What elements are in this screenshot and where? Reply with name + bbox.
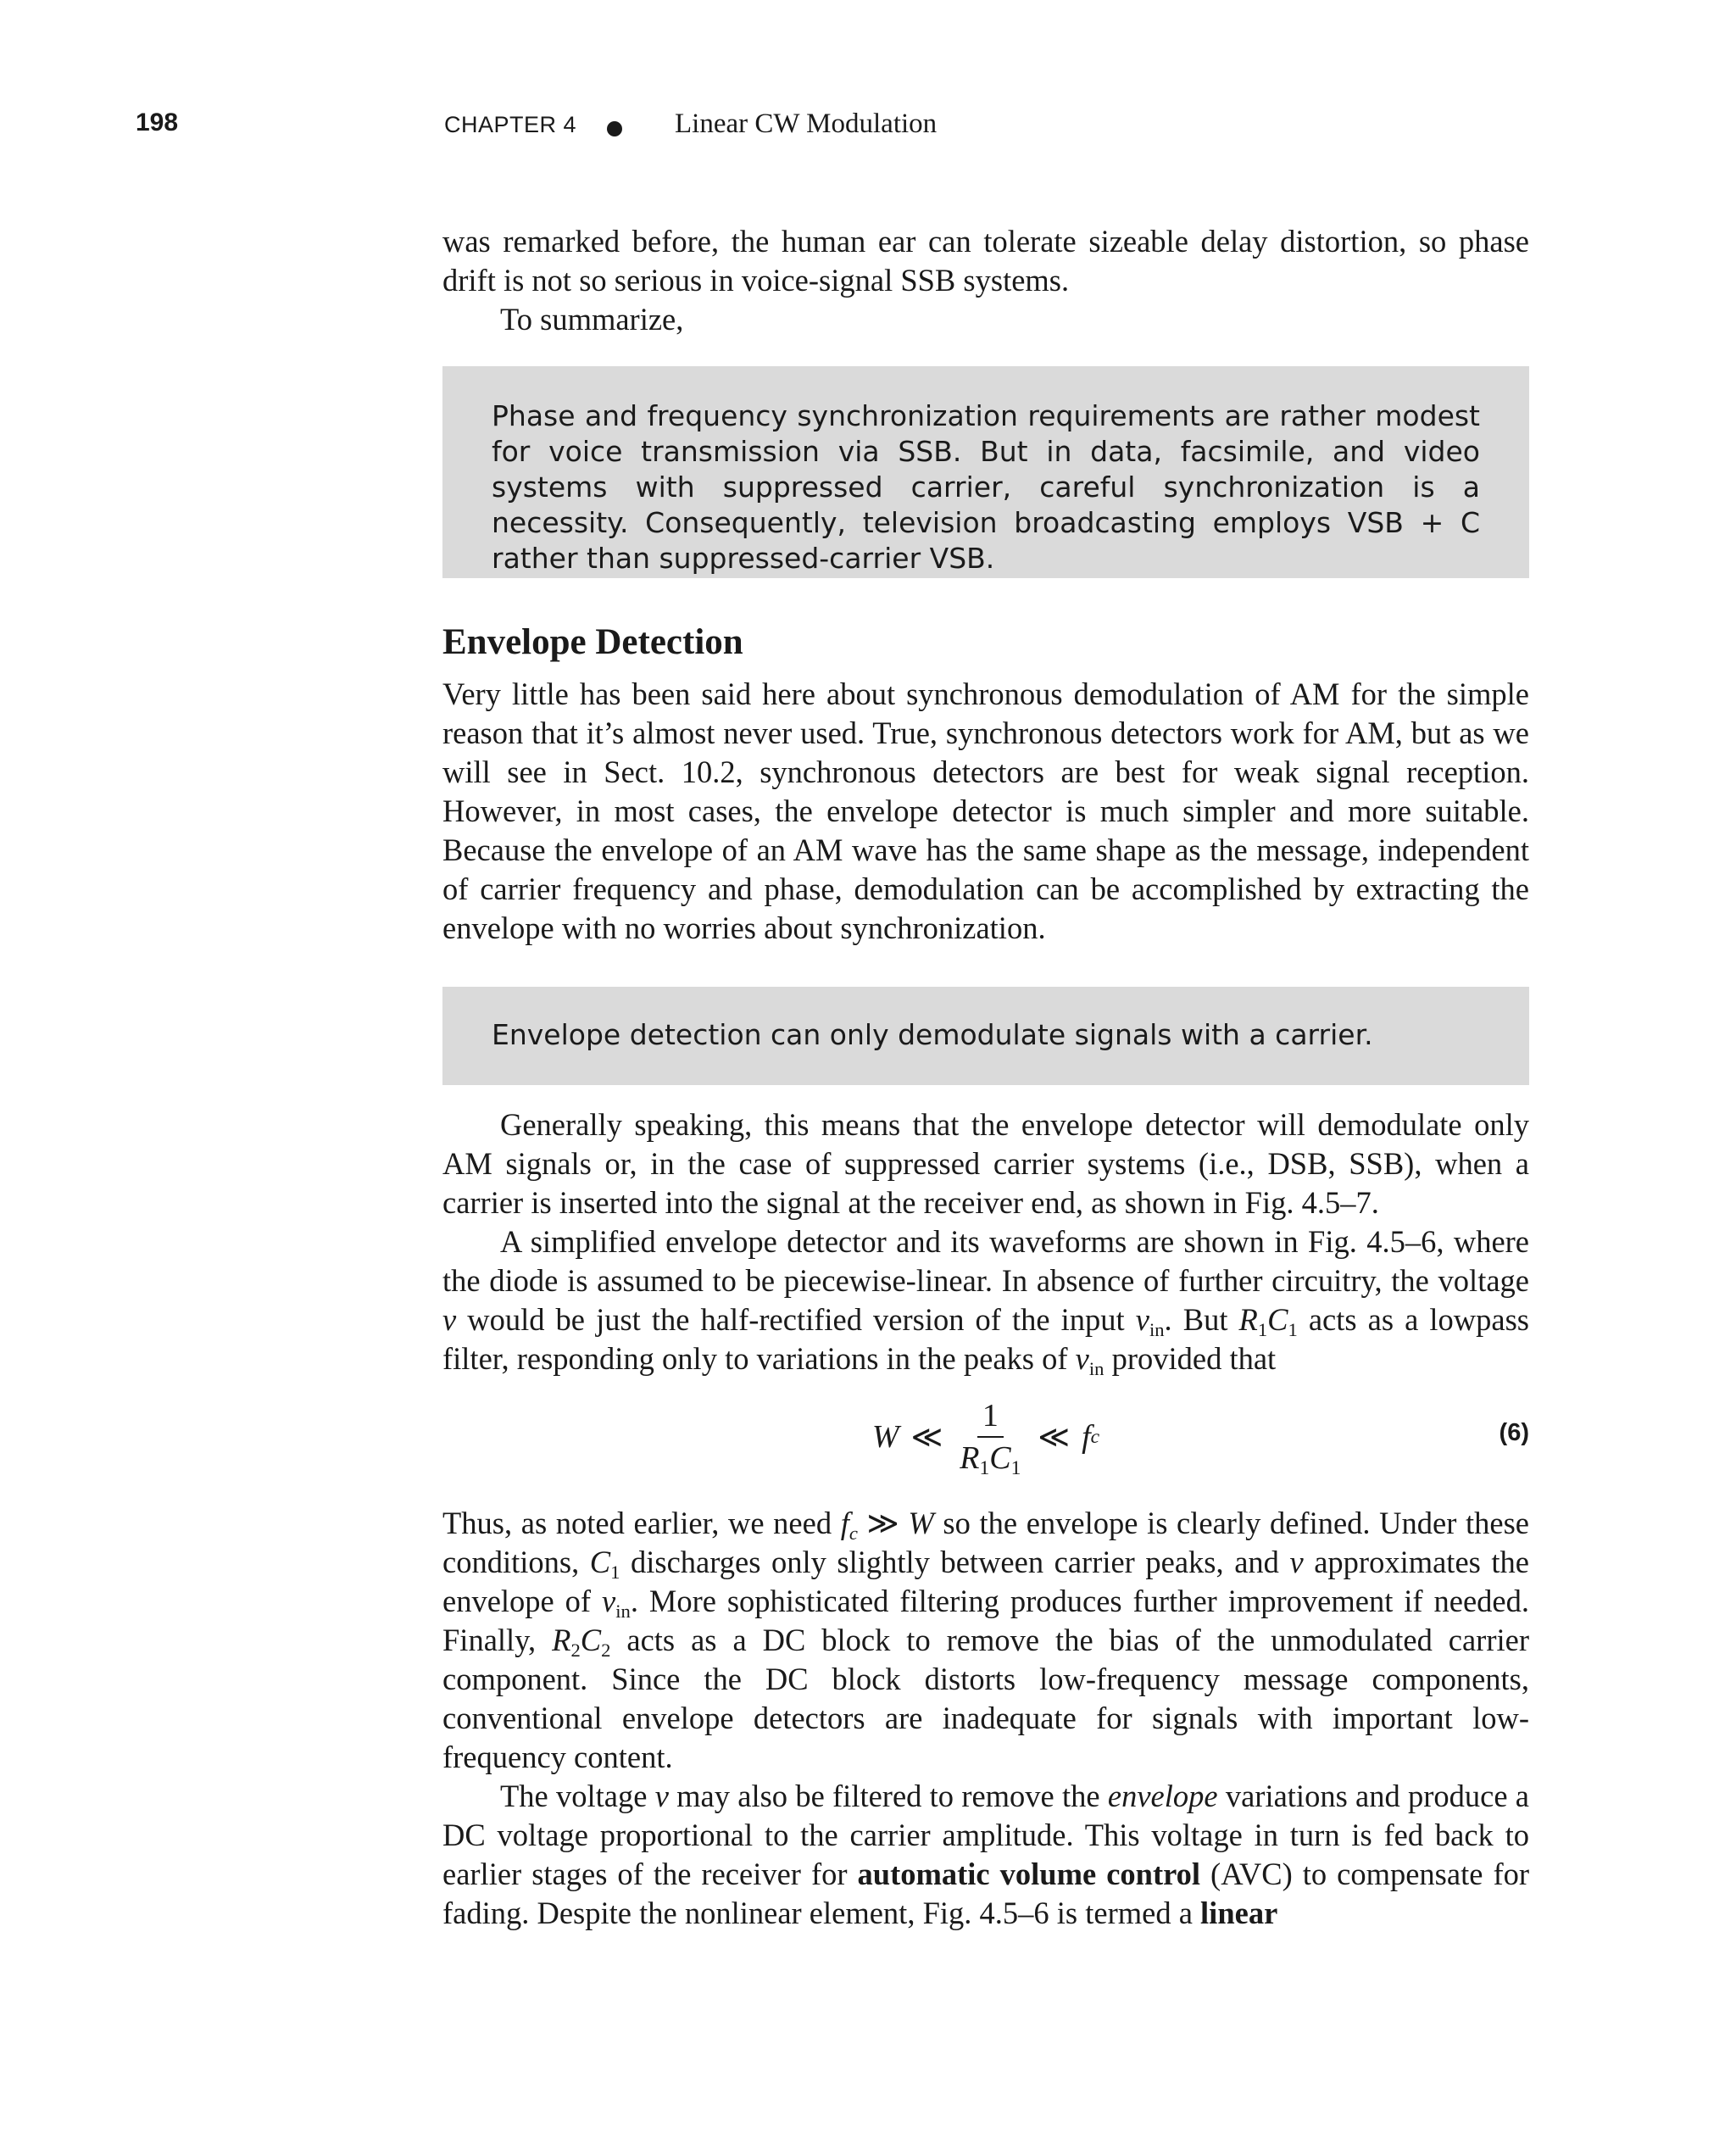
text-run: provided that — [1104, 1341, 1277, 1376]
term-linear: linear — [1200, 1896, 1278, 1930]
summarize-line: To summarize, — [500, 302, 684, 337]
eq-c: C — [989, 1440, 1011, 1476]
math-c: C — [580, 1623, 602, 1657]
paragraph-thus — [442, 1504, 1529, 1777]
text-run: may also be filtered to remove the — [668, 1779, 1108, 1813]
text-run: approximates the envelope of — [442, 1545, 1529, 1618]
text-run: discharges only slightly between carrier peaks, and — [620, 1545, 1290, 1579]
text-run: . More sophisticated filtering produces further improvement if needed. Finally, — [442, 1584, 1529, 1657]
page-header — [0, 109, 1736, 151]
math-v: v — [442, 1302, 457, 1337]
equation-number: (6) — [1499, 1419, 1529, 1446]
term-avc: automatic volume control — [857, 1857, 1201, 1891]
equation-body: W ≪ $\frac{1}{R_1C_1}$ ≪ f c — [871, 1398, 1100, 1480]
eq-f: f — [1082, 1419, 1091, 1455]
math-c: C — [1267, 1302, 1288, 1337]
text-run: The voltage — [500, 1779, 655, 1813]
text-run: A simplified envelope detector and its waveforms are shown in Fig. 4.5–6, where the diode is assumed to be piecewise-linear. In absence of further circuitry, the voltage — [442, 1224, 1529, 1298]
math-subscript: in — [1088, 1357, 1104, 1379]
page-content — [442, 222, 1529, 1933]
math-v: v — [1289, 1545, 1304, 1579]
summary-box — [442, 366, 1529, 578]
math-subscript: 1 — [1257, 1318, 1268, 1340]
emphasis-envelope: envelope — [1107, 1779, 1218, 1813]
chapter-title: Linear CW Modulation — [675, 109, 938, 139]
math-subscript: 1 — [610, 1561, 620, 1583]
math-much-greater-than: ≫ — [857, 1506, 909, 1540]
math-subscript: 1 — [1010, 1457, 1021, 1480]
bullet-icon — [607, 121, 622, 136]
key-point-text: Envelope detection can only demodulate signals with a carrier. — [492, 1018, 1373, 1051]
text-run: acts as a DC block to remove the bias of the unmodulated carrier component. Since the DC block distorts low-frequency message components, conventional envelope detectors are inadequate for signals with important low-frequency content. — [442, 1623, 1529, 1774]
text-run: acts as a lowpass filter, responding only to variations in the peaks of — [442, 1302, 1529, 1376]
math-v: v — [602, 1584, 616, 1618]
math-w: W — [908, 1506, 934, 1540]
text-run: would be just the half-rectified version of the input — [456, 1302, 1136, 1337]
math-v: v — [1075, 1341, 1089, 1376]
math-subscript: 2 — [570, 1639, 581, 1661]
eq-denominator — [954, 1438, 1026, 1480]
page-number: 198 — [136, 109, 179, 136]
math-v: v — [654, 1779, 669, 1813]
section-heading: Envelope Detection — [442, 622, 743, 662]
math-subscript: in — [1149, 1318, 1165, 1340]
math-subscript: in — [615, 1600, 631, 1622]
math-r: R — [552, 1623, 571, 1657]
equation-6 — [442, 1387, 1529, 1487]
math-subscript: 1 — [979, 1457, 990, 1480]
eq-much-less-than: ≪ — [1038, 1420, 1071, 1454]
math-subscript: 1 — [1288, 1318, 1298, 1340]
paragraph-voltage — [442, 1777, 1529, 1933]
text-run: variations and produce a DC voltage proportional to the carrier amplitude. This voltage in turn is fed back to earlier stages of the receiver for — [442, 1779, 1529, 1891]
math-subscript: c — [849, 1522, 858, 1544]
math-c: C — [589, 1545, 611, 1579]
math-f: f — [840, 1506, 849, 1540]
summary-box-text: Phase and frequency synchronization requirements are rather modest for voice transmission via SSB. But in data, facsimile, and video systems with suppressed carrier, careful synchronization is a necessity. Consequently, television broadcasting employs VSB + C rather than suppressed-carrier VSB. — [492, 399, 1480, 575]
eq-w: W — [871, 1419, 899, 1455]
text-run: (AVC) to compensate for fading. Despite the nonlinear element, Fig. 4.5–6 is termed a — [442, 1857, 1529, 1930]
key-point-box — [442, 987, 1529, 1085]
eq-much-less-than: ≪ — [910, 1420, 943, 1454]
chapter-label: CHAPTER 4 — [444, 112, 577, 137]
text-run: . But — [1164, 1302, 1239, 1337]
math-subscript: 2 — [601, 1639, 611, 1661]
text-run: so the envelope is clearly defined. Under these conditions, — [442, 1506, 1529, 1579]
math-v: v — [1135, 1302, 1149, 1337]
intro-paragraph: was remarked before, the human ear can tolerate sizeable delay distortion, so phase drift is not so serious in voice-signal SSB systems. — [442, 224, 1529, 298]
text-run: Thus, as noted earlier, we need — [442, 1506, 841, 1540]
math-r: R — [1238, 1302, 1258, 1337]
eq-r: R — [960, 1440, 980, 1476]
eq-numerator: 1 — [977, 1397, 1004, 1438]
paragraph-generally: Generally speaking, this means that the envelope detector will demodulate only AM signals or, in the case of suppressed carrier systems (i.e., DSB, SSB), when a carrier is inserted into the signal at the receiver end, as shown in Fig. 4.5–7. — [442, 1107, 1529, 1220]
section-paragraph: Very little has been said here about synchronous demodulation of AM for the simple reason that it’s almost never used. True, synchronous detectors work for AM, but as we will see in Sect. 10.2, synchronous detectors are best for weak signal reception. However, in most cases, the envelope detector is much simpler and more suitable. Because the envelope of an AM wave has the same shape as the message, independent of carrier frequency and phase, demodulation can be accomplished by extracting the envelope with no worries about synchronization. — [442, 676, 1529, 945]
eq-fraction — [954, 1397, 1026, 1480]
paragraph-simplified — [442, 1222, 1529, 1378]
